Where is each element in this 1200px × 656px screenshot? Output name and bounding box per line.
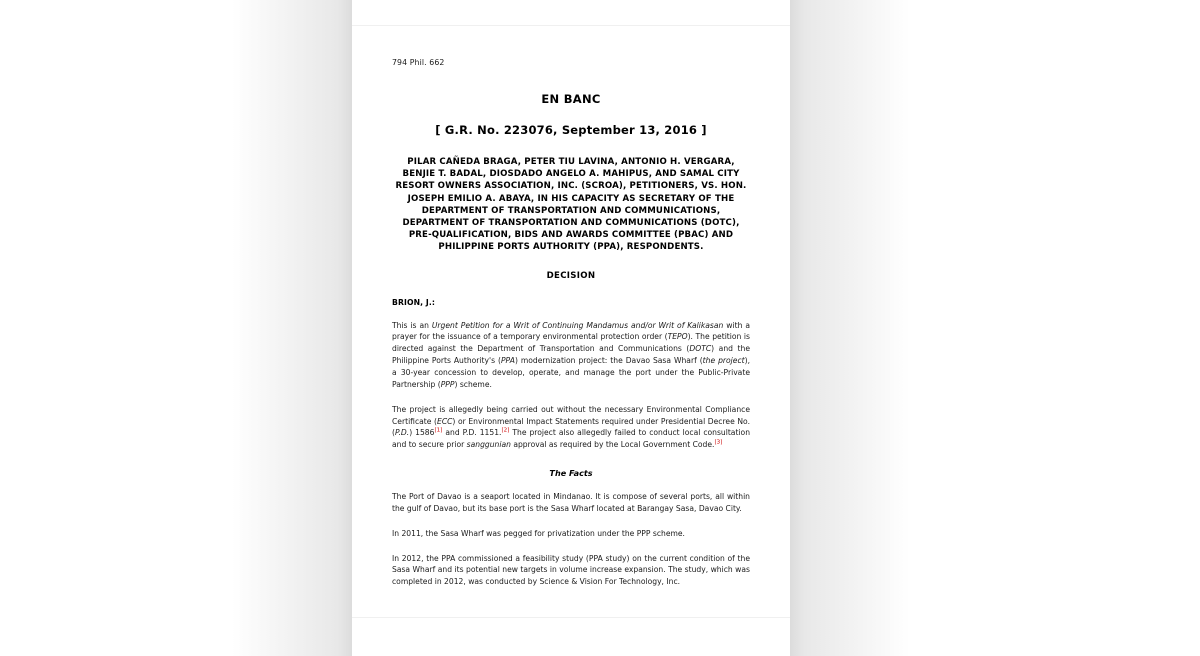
alleg-italic-ecc: ECC [437,416,453,426]
paragraph-facts-1: The Port of Davao is a seaport located in Mindanao. It is compose of several ports, all within the gulf of Davao, but its base port is the Sasa Wharf located at Barangay Sasa, Davao City. [392,492,750,513]
intro-text-5: ) modernization project: the Davao Sasa Wharf ( [514,356,703,366]
page-break-seam-bottom [352,617,790,618]
paragraph-facts-3: In 2012, the PPA commissioned a feasibility study (PPA study) on the current condition of the Sasa Wharf and its potential new targets in volume increase expansion. The study, which was completed in 2012, was conducted by Science & Vision For Technology, Inc. [392,553,750,587]
alleg-text-5: The project also allegedly failed to conduct local consultation and to secure prior [392,428,751,450]
intro-italic-tepo: TEPO [667,332,688,342]
intro-text-2: with a prayer for the issuance of a temporary environmental protection order ( [392,320,750,342]
document-page [352,0,790,656]
footnote-link-1[interactable]: [1] [434,427,443,434]
alleg-text-3: ) 1586 [409,428,435,438]
decision-label: DECISION [546,270,596,281]
volume-citation: 794 Phil. 662 [392,58,445,67]
intro-italic-the-project: the project [702,356,745,366]
case-title-parties: PILAR CAÑEDA BRAGA, PETER TIU LAVINA, ANTONIO H. VERGARA, BENJIE T. BADAL, DIOSDADO ANGELO A. MAHIPUS, AND SAMAL CITY RESORT OWNERS ASSOCIATION, INC. (SCROA), PETITIONERS, VS. HON. JOSEPH EMILIO A. ABAYA, IN HIS CAPACITY AS SECRETARY OF THE DEPARTMENT OF TRANSPORTATION AND COMMUNICATIONS, DEPARTMENT OF TRANSPORTATION AND COMMUNICATIONS (DOTC), PRE-QUALIFICATION, BIDS AND AWARDS COMMITTEE (PBAC) AND PHILIPPINE PORTS AUTHORITY (PPA), RESPONDENTS. [395,157,747,253]
alleg-text-1: The project is allegedly being carried out without the necessary Environmental Compliance Certificate ( [392,404,750,426]
alleg-italic-pd: P.D. [394,428,410,438]
section-heading-the-facts: The Facts [549,468,593,479]
ponente-byline: BRION, J.: [392,297,436,307]
alleg-italic-sanggunian: sanggunian [466,440,511,450]
alleg-text-4: and P.D. 1151. [442,428,502,438]
intro-text-7: ) scheme. [454,379,492,389]
intro-text-4: ) and the Philippine Ports Authority's ( [392,344,750,366]
intro-text-3: ). The petition is directed against the Department of Transportation and Communications ( [392,332,750,354]
page-content [392,0,750,596]
case-number-heading: [ G.R. No. 223076, September 13, 2016 ] [435,123,707,137]
footnote-link-2[interactable]: [2] [501,427,510,434]
footnote-link-3[interactable]: [3] [714,439,723,446]
intro-italic-dotc: DOTC [689,344,712,354]
alleg-text-2: ) or Environmental Impact Statements required under Presidential Decree No. ( [392,416,750,438]
intro-italic-petition-title: Urgent Petition for a Writ of Continuing Mandamus and/or Writ of Kalikasan [431,320,724,330]
paragraph-introduction [392,320,750,391]
paragraph-facts-2: In 2011, the Sasa Wharf was pegged for privatization under the PPP scheme. [392,528,685,538]
page-gutter-right [790,0,910,656]
alleg-text-6: approval as required by the Local Government Code. [510,440,715,450]
page-gutter-left [232,0,352,656]
intro-text-6: ), a 30-year concession to develop, operate, and manage the port under the Public-Private Partnership ( [392,356,750,389]
intro-italic-ppp: PPP [440,379,455,389]
court-division-heading: EN BANC [541,92,601,106]
paragraph-allegations [392,404,750,451]
intro-italic-ppa: PPA [500,356,515,366]
intro-text-1: This is an [392,320,432,330]
